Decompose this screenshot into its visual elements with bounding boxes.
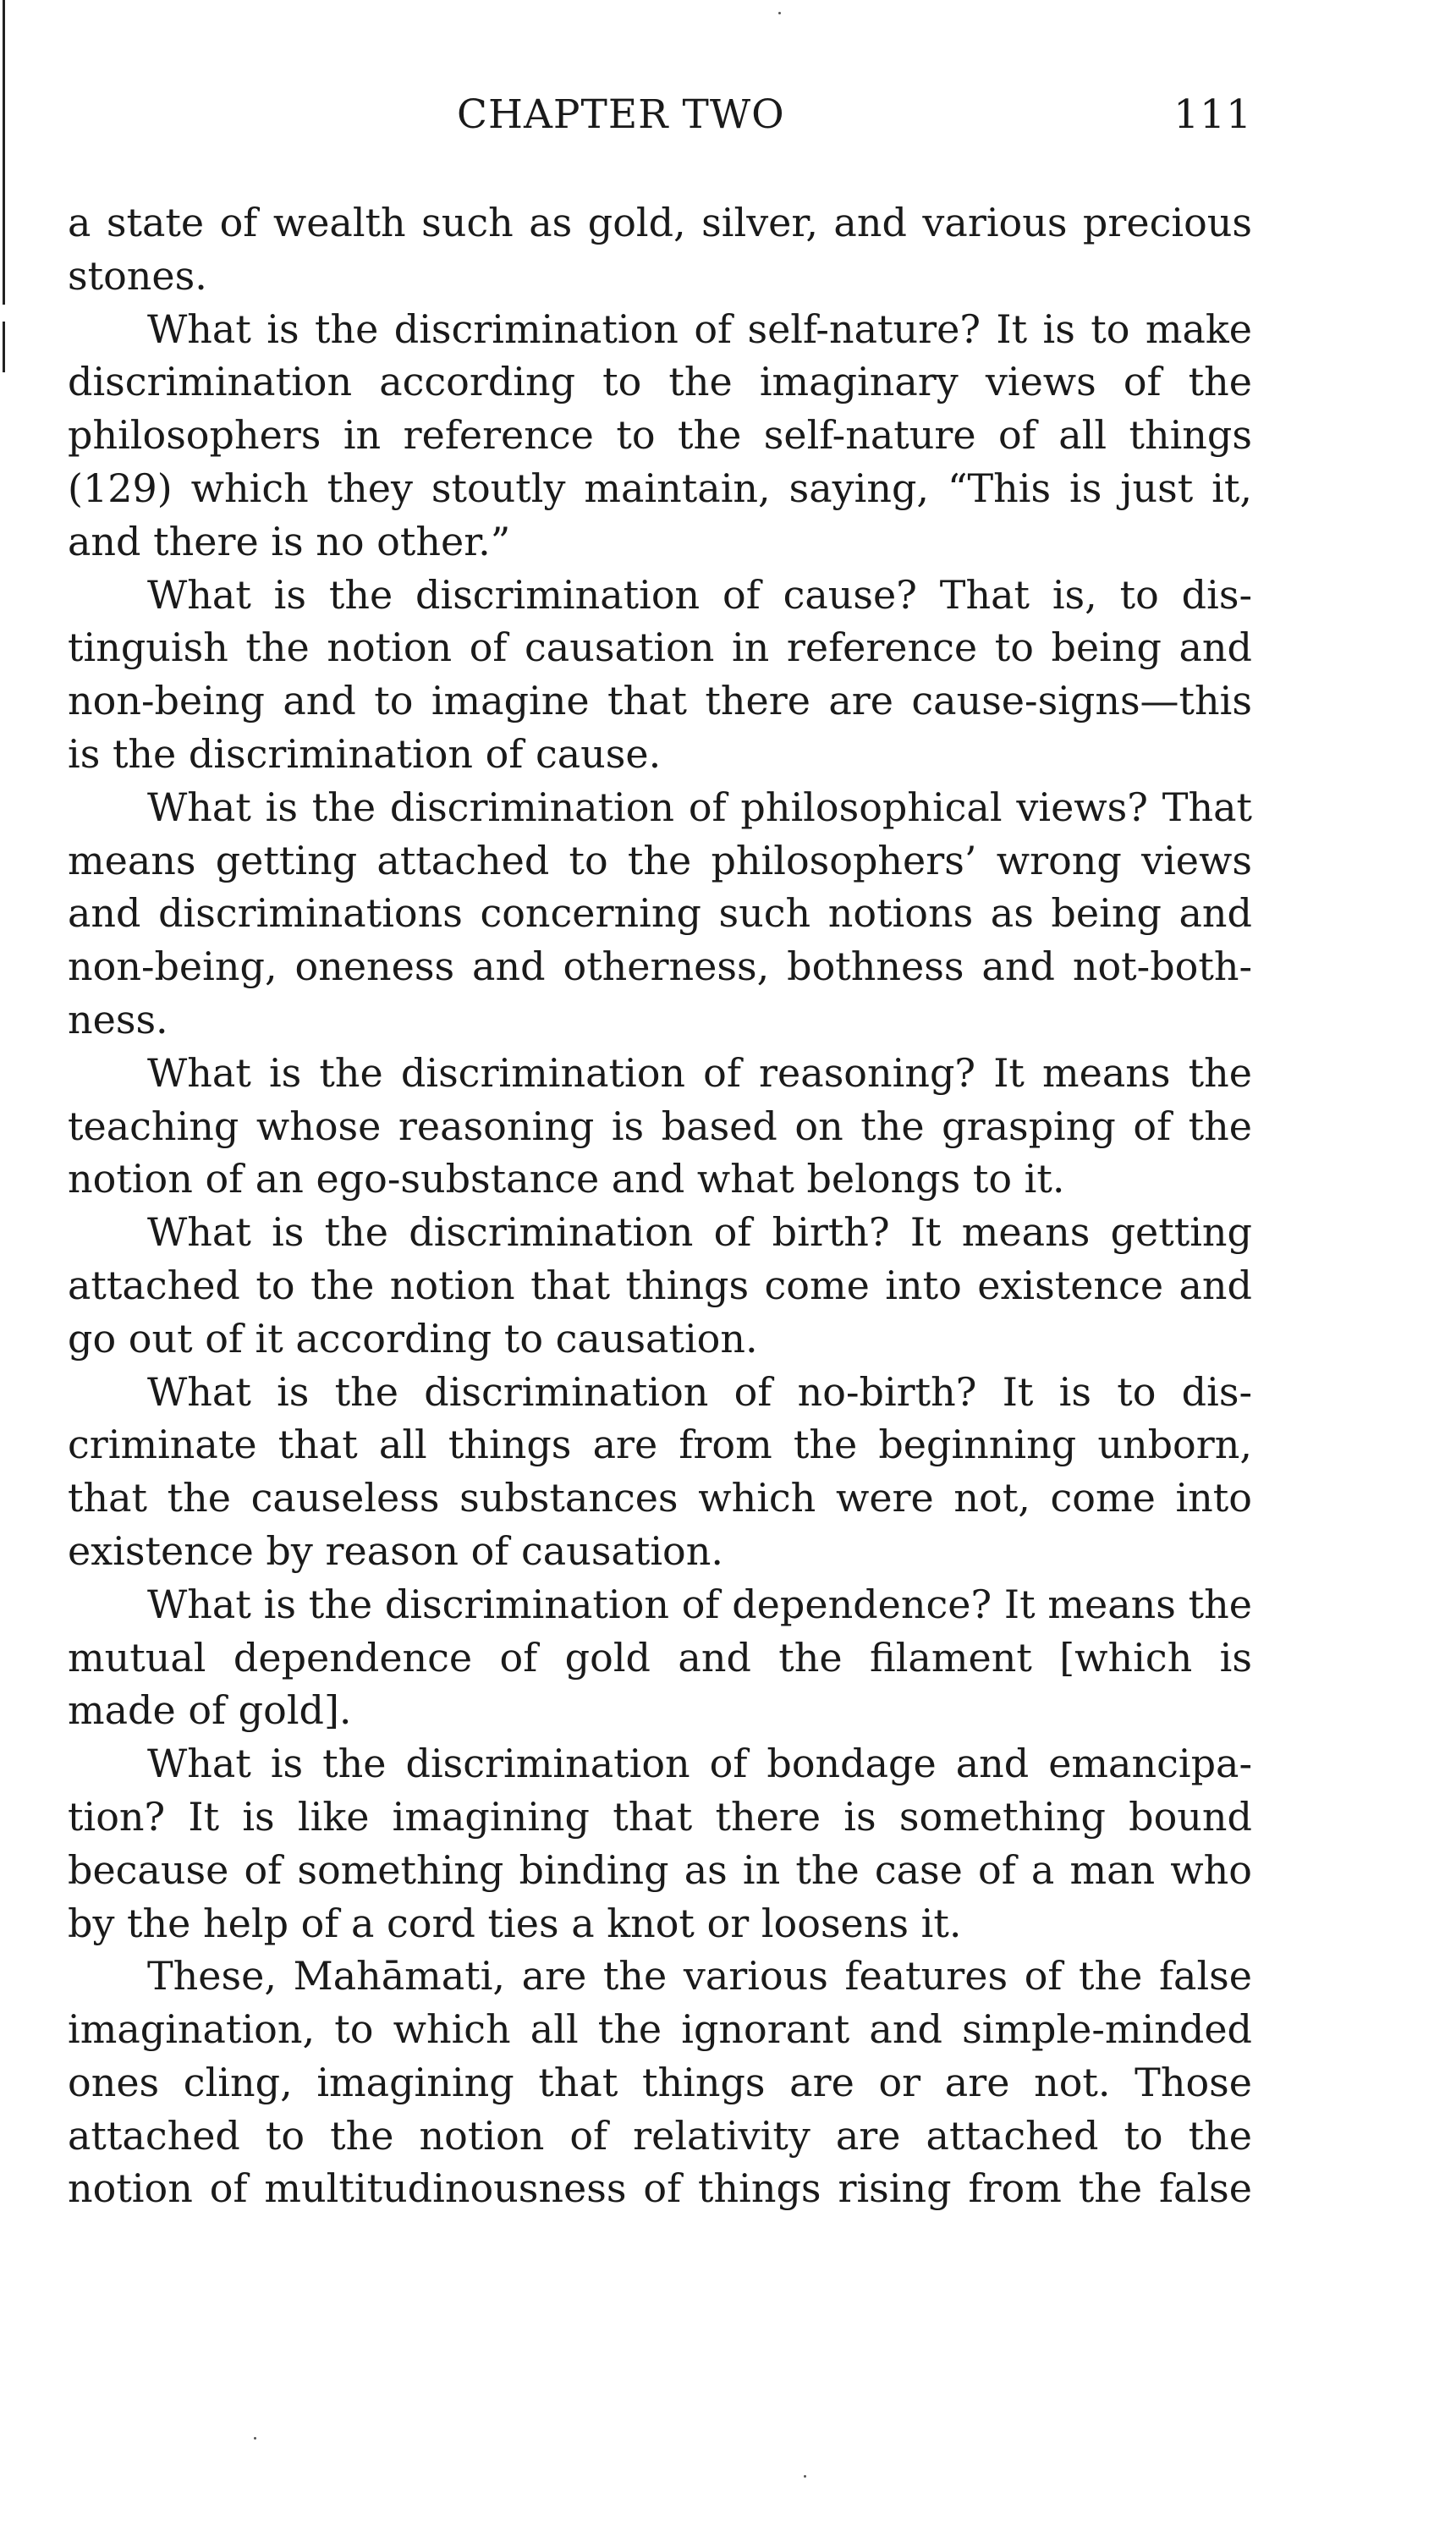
paper-speck bbox=[254, 2437, 256, 2440]
paragraph: What is the discrimination of self-nature? It is to make discrimination according to the imaginary views of the philosophers in reference to the self-nature of all things (129) which they stoutly maintain, saying, “This is just it, and there is no other.” bbox=[68, 305, 1252, 564]
paper-speck bbox=[804, 2475, 806, 2478]
body-text bbox=[68, 196, 1252, 2215]
paragraph: What is the discrimination of no-birth? It is to discriminate that all things are from the beginning unborn, that the causeless substances which were not, come into existence by reason of causation. bbox=[68, 1368, 1252, 1574]
page-edge-line bbox=[3, 322, 5, 372]
paper-speck bbox=[778, 12, 781, 14]
paragraph: a state of wealth such as gold, silver, and various precious stones. bbox=[68, 200, 1252, 299]
paragraph: What is the discrimination of reasoning? It means the teaching whose reasoning is based on the grasping of the notion of an ego-substance and what belongs to it. bbox=[68, 1049, 1252, 1202]
page-number: 111 bbox=[1173, 91, 1252, 138]
paragraph: These, Mahāmati, are the various features of the false imagination, to which all the ignorant and simple-minded ones cling, imagining that things are or are not. Those attached to the notion of relativity are attached to the notion of multitudinousness of things rising from the false bbox=[68, 1953, 1252, 2212]
page-edge-line bbox=[3, 0, 5, 305]
running-header bbox=[68, 91, 1252, 151]
paragraph: What is the discrimination of philosophical views? That means getting attached to the philosophers’ wrong views and discriminations concerning such notions as being and non-being, oneness and otherness, bothness and not-bothness. bbox=[68, 784, 1252, 1042]
paragraph: What is the discrimination of dependence? It means the mutual dependence of gold and the filament [which is made of gold]. bbox=[68, 1581, 1252, 1734]
chapter-title: CHAPTER TWO bbox=[457, 91, 785, 138]
paragraph: What is the discrimination of cause? That is, to distinguish the notion of causation in reference to being and non-being and to imagine that there are cause-signs—this is the discrimination of cause. bbox=[68, 571, 1252, 777]
paragraph: What is the discrimination of bondage and emancipation? It is like imagining that there is something bound because of something binding as in the case of a man who by the help of a cord ties a knot or loosens it. bbox=[68, 1741, 1252, 1946]
paragraph: What is the discrimination of birth? It means getting attached to the notion that things come into existence and go out of it according to causation. bbox=[68, 1209, 1252, 1362]
